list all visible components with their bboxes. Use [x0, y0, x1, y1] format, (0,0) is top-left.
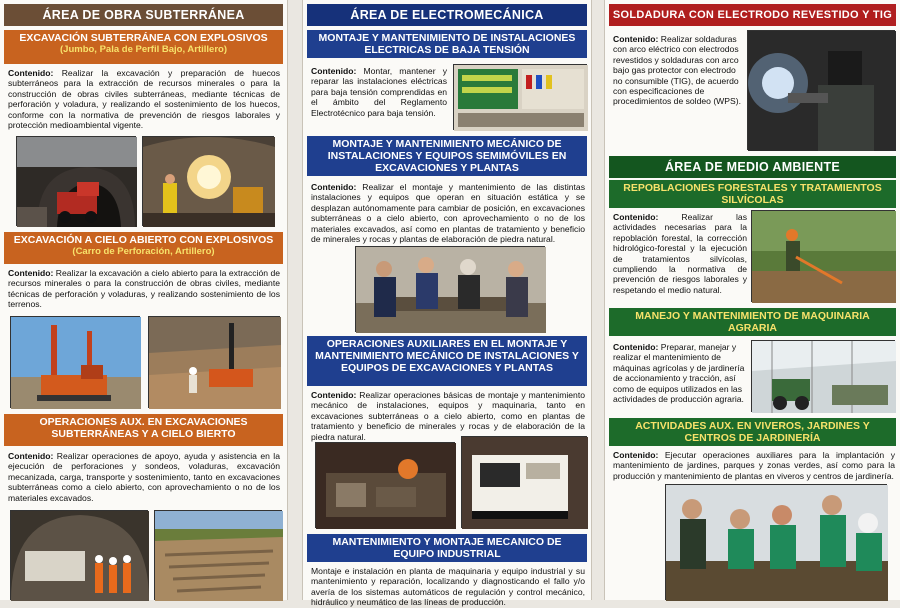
section-title-maquinaria-agraria: MANEJO Y MANTENIMIENTO DE MAQUINARIA AGRARIA: [609, 308, 896, 336]
photo-workshop-class: [355, 246, 545, 332]
photo-nursery-students: [665, 484, 887, 600]
section-title-soldadura: SOLDADURA CON ELECTRODO REVESTIDO Y TIG: [609, 4, 896, 26]
section-title-operaciones-auxiliares-montaje: OPERACIONES AUXILIARES EN EL MONTAJE Y MANTENIMIENTO MECÁNICO DE INSTALACIONES Y EQUIPOS DE EXCAVACIONES Y PLANTAS: [307, 336, 587, 386]
section-title-excavacion-cielo-abierto: EXCAVACIÓN A CIELO ABIERTO CON EXPLOSIVOS (Carro de Perforación, Artillero): [4, 232, 283, 264]
photo-tunnel-jumbo: [16, 136, 136, 226]
section-title-repoblaciones: REPOBLACIONES FORESTALES Y TRATAMIENTOS SILVÍCOLAS: [609, 180, 896, 208]
section-title-excavacion-subterranea: EXCAVACIÓN SUBTERRÁNEA CON EXPLOSIVOS (Jumbo, Pala de Perfil Bajo, Artillero): [4, 30, 283, 64]
section-title-equipos-semimoviles: MONTAJE Y MANTENIMIENTO MECÁNICO DE INSTALACIONES Y EQUIPOS SEMIMÓVILES EN EXCAVACIONES Y PLANTAS: [307, 136, 587, 176]
photo-welder: [747, 30, 895, 150]
section-text-equipo-industrial: Montaje e instalación en planta de maquinaria y equipo industrial y su mantenimiento y reparación, localizando y diagnosticando el fallo y/o avería de los sistemas automáticos de regulación y control mecánico, hidráulico y neumático de las líneas de producción.: [311, 566, 585, 608]
section-text-maquinaria-agraria: Contenido: Preparar, manejar y realizar el mantenimiento de máquinas agrícolas y de jardinería de accionamiento y tracción, así como de equipos utilizados en las actividades de producción agraria.: [613, 342, 745, 405]
section-text-operaciones-aux-excavaciones: Contenido: Realizar operaciones de apoyo, ayuda y asistencia en la ejecución de perforaciones y sondeos, voladuras, excavación mecanizada, carga, transporte y sostenimiento, tanto en excavaciones subterráneas como a cielo abierto, con aprovechamiento o no de los materiales excavados.: [8, 451, 280, 503]
photo-drilling-rig: [10, 316, 140, 408]
area-title-medio-ambiente: ÁREA DE MEDIO AMBIENTE: [609, 156, 896, 178]
section-text-equipos-semimoviles: Contenido: Realizar el montaje y mantenimiento de las distintas instalaciones y equipos que operan en situación estática y se desplazan autónomamente para cambiar de posición, en excavaciones subterráneas o a cielo abierto, con aprovechamiento o no de los materiales excavados, así como en plantas de tratamiento y beneficio de minerales y rocas y plantas de elaboración de piedra natural.: [311, 182, 585, 245]
section-text-excavacion-cielo-abierto: Contenido: Realizar la excavación a cielo abierto para la extracción de recursos minerales o para la construcción de obras civiles, mediante técnicas de perforación y voladuras, y realizando sostenimiento de los terrenos.: [8, 268, 281, 310]
section-title-baja-tension: MONTAJE Y MANTENIMIENTO DE INSTALACIONES ELECTRICAS DE BAJA TENSIÓN: [307, 30, 587, 58]
column-obra-subterranea: [0, 0, 288, 600]
area-title-obra-subterranea: ÁREA DE OBRA SUBTERRÁNEA: [4, 4, 283, 26]
photo-locomotive: [461, 436, 587, 528]
photo-forestry-worker: [751, 210, 895, 302]
photo-greenhouse-machinery: [751, 340, 895, 412]
photo-tunnel-crew: [10, 510, 148, 600]
section-text-viveros-jardines: Contenido: Ejecutar operaciones auxiliares para la implantación y mantenimiento de jardines, parques y zonas verdes, así como para la producción y mantenimiento de plantas en viveros y centros de jardinería.: [613, 450, 895, 481]
photo-electrical-panel: [453, 64, 587, 130]
section-title-viveros-jardines: ACTIVIDADES AUX. EN VIVEROS, JARDINES Y CENTROS DE JARDINERÍA: [609, 418, 896, 446]
photo-open-pit: [154, 510, 282, 600]
section-text-repoblaciones: Contenido: Realizar las actividades necesarias para la repoblación forestal, la corrección hidrológico-forestal y la ejecución de tratamientos silvícolas, cumpliendo la normativa de prevención de riesgos laborales y respetando el medio natural.: [613, 212, 747, 295]
column-electromecanica: [302, 0, 592, 608]
section-text-baja-tension: Contenido: Montar, mantener y reparar las instalaciones eléctricas para baja tensión comprendidas en el ámbito del Reglamento Electrotécnico para baja tensión.: [311, 66, 447, 118]
column-soldadura-medio-ambiente: [604, 0, 900, 600]
section-title-operaciones-aux-excavaciones: OPERACIONES AUX. EN EXCAVACIONES SUBTERRÁNEAS Y A CIELO BIERTO: [4, 414, 283, 446]
photo-mine-machinery: [315, 442, 455, 528]
section-text-excavacion-subterranea: Contenido: Realizar la excavación y preparación de huecos subterráneos para la extracción de recursos minerales o para la construcción de obras civiles subterráneas, mediante técnicas de perforación y voladura, y realizando el sostenimiento de los huecos, conforme con la normativa de prevención de riesgos laborales y protección medioambiental vigente.: [8, 68, 281, 131]
section-text-soldadura: Contenido: Realizar soldaduras con arco eléctrico con electrodos revestidos y soldaduras con arco bajo gas protector con electrodo no consumible (TIG), de acuerdo con especificaciones de procedimientos de soldeo (WPS).: [613, 34, 742, 107]
section-title-equipo-industrial: MANTENIMIENTO Y MONTAJE MECANICO DE EQUIPO INDUSTRIAL: [307, 534, 587, 562]
area-title-electromecanica: ÁREA DE ELECTROMECÁNICA: [307, 4, 587, 26]
section-text-operaciones-auxiliares-montaje: Contenido: Realizar operaciones básicas de montaje y mantenimiento mecánico de instalaciones, equipos y maquinaria, tanto en excavaciones subterráneas o a cielo abierto, como en plantas de tratamiento y beneficio de minerales y rocas y de elaboración de la piedra natural.: [311, 390, 586, 442]
photo-quarry-drill: [148, 316, 280, 408]
photo-tunnel-workers: [142, 136, 274, 226]
